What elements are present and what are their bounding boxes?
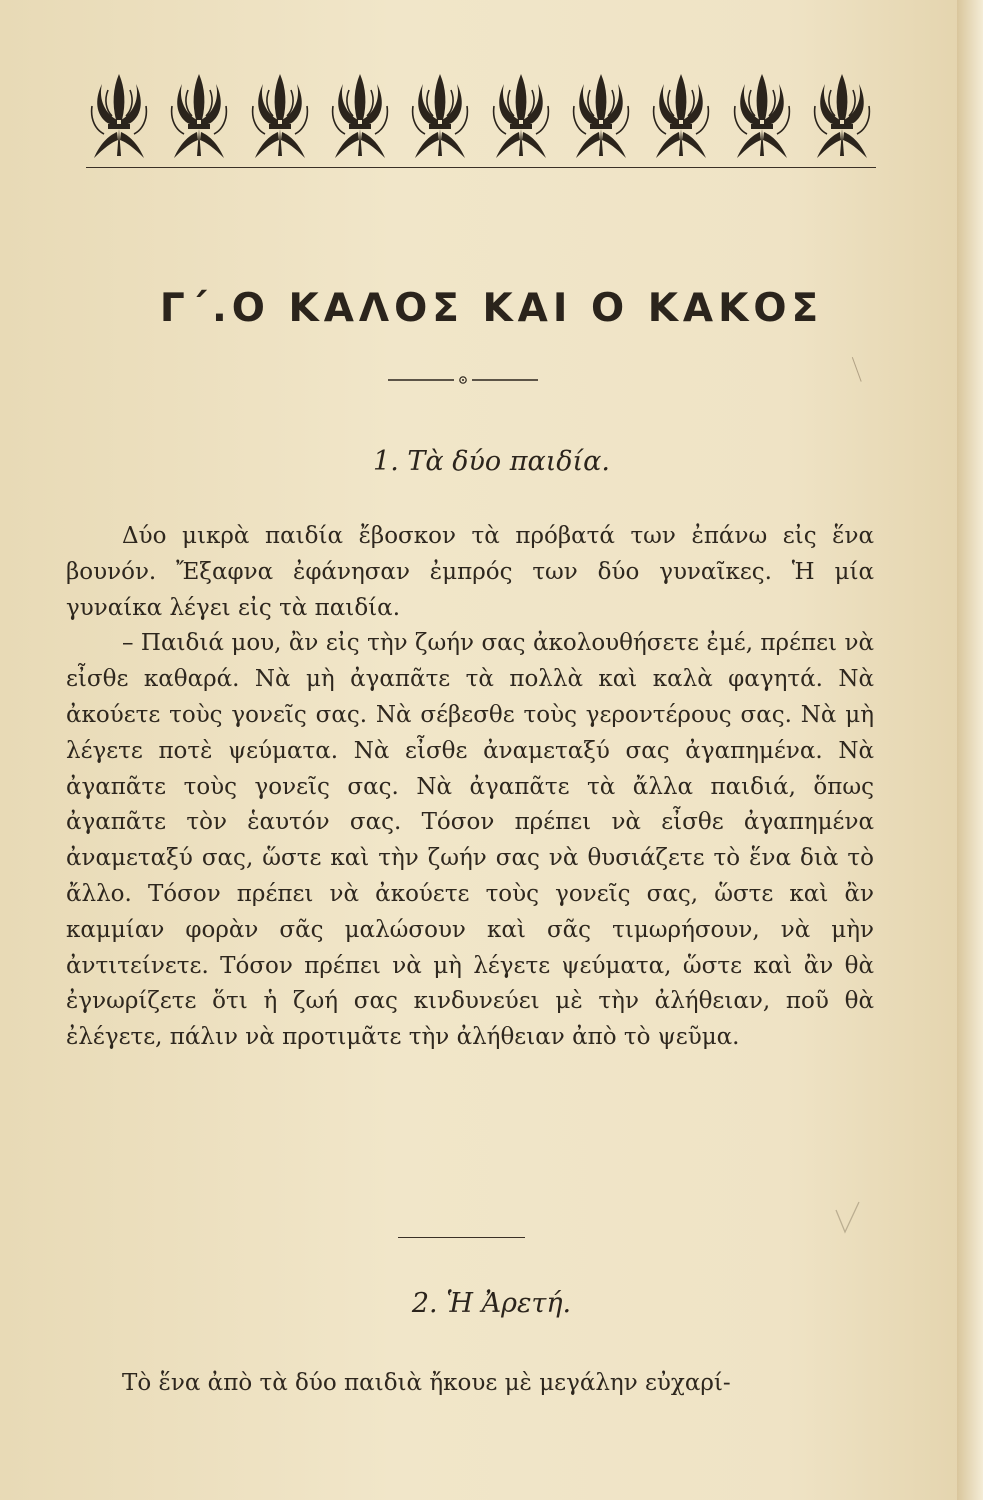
section-heading-2: 2. Ἡ Ἀρετή. [411,1288,572,1319]
fleur-de-lis-icon [168,70,230,162]
fleur-de-lis-icon [88,70,150,162]
paragraph-1: Δύο μικρὰ παιδία ἔβοσκον τὰ πρόβατά των ἐπάνω εἰς ἕνα βουνόν. Ἔξαφνα ἐφάνησαν ἐμπρός των δύο γυναῖκες. Ἡ μία γυναίκα λέγει εἰς τὰ παιδία. [66,523,874,621]
paragraph-3: Τὸ ἕνα ἀπὸ τὰ δύο παιδιὰ ἤκουε μὲ μεγάλην εὐχαρί- [122,1370,731,1396]
chapter-title: Γ΄.Ο ΚΑΛΟΣ ΚΑΙ Ο ΚΑΚΟΣ [159,286,824,331]
pencil-check-icon [832,1198,862,1238]
fleur-de-lis-icon [570,70,632,162]
title-dash-ornament [388,374,538,386]
page-edge [957,0,983,1500]
fleur-de-lis-icon [490,70,552,162]
section-body-1 [66,519,874,1056]
paragraph-2: – Παιδιά μου, ἂν εἰς τὴν ζωήν σας ἀκολουθήσετε ἐμέ, πρέπει νὰ εἶσθε καθαρά. Νὰ μὴ ἀγαπᾶτε τὰ πολλὰ καὶ καλὰ φαγητά. Νὰ ἀκούετε τοὺς γονεῖς σας. Νὰ σέβεσθε τοὺς γεροντέρους σας. Νὰ μὴ λέγετε ποτὲ ψεύματα. Νὰ εἶσθε ἀναμεταξύ σας ἀγαπημένα. Νὰ ἀγαπᾶτε τοὺς γονεῖς σας. Νὰ ἀγαπᾶτε τὰ ἄλλα παιδιά, ὅπως ἀγαπᾶτε τὸν ἑαυτόν σας. Τόσον πρέπει νὰ εἶσθε ἀγαπημένα ἀναμεταξύ σας, ὥστε καὶ τὴν ζωήν σας νὰ θυσιάζετε τὸ ἕνα διὰ τὸ ἄλλο. Τόσον πρέπει νὰ ἀκούετε τοὺς γονεῖς σας, ὥστε καὶ ἂν καμμίαν φορὰν σᾶς μαλώσουν καὶ σᾶς τιμωρήσουν, νὰ μὴν ἀντιτείνετε. Τόσον πρέπει νὰ μὴ λέγετε ψεύματα, ὥστε καὶ ἂν θὰ ἐγνωρίζετε ὅτι ἡ ζωή σας κινδυνεύει μὲ τὴν ἀλήθειαν, ποῦ θὰ ἐλέγετε, πάλιν νὰ προτιμᾶτε τὴν ἀλήθειαν ἀπὸ τὸ ψεῦμα. [66,630,874,1051]
section-separator [398,1237,525,1238]
fleur-de-lis-icon [249,70,311,162]
fleur-de-lis-icon [811,70,873,162]
fleur-de-lis-icon [731,70,793,162]
header-rule [86,167,876,168]
section-heading-1: 1. Τὰ δύο παιδία. [373,446,610,477]
section-body-2 [66,1366,874,1402]
fleur-de-lis-icon [329,70,391,162]
fleur-de-lis-icon [650,70,712,162]
fleuron-border [88,66,873,162]
fleur-de-lis-icon [409,70,471,162]
